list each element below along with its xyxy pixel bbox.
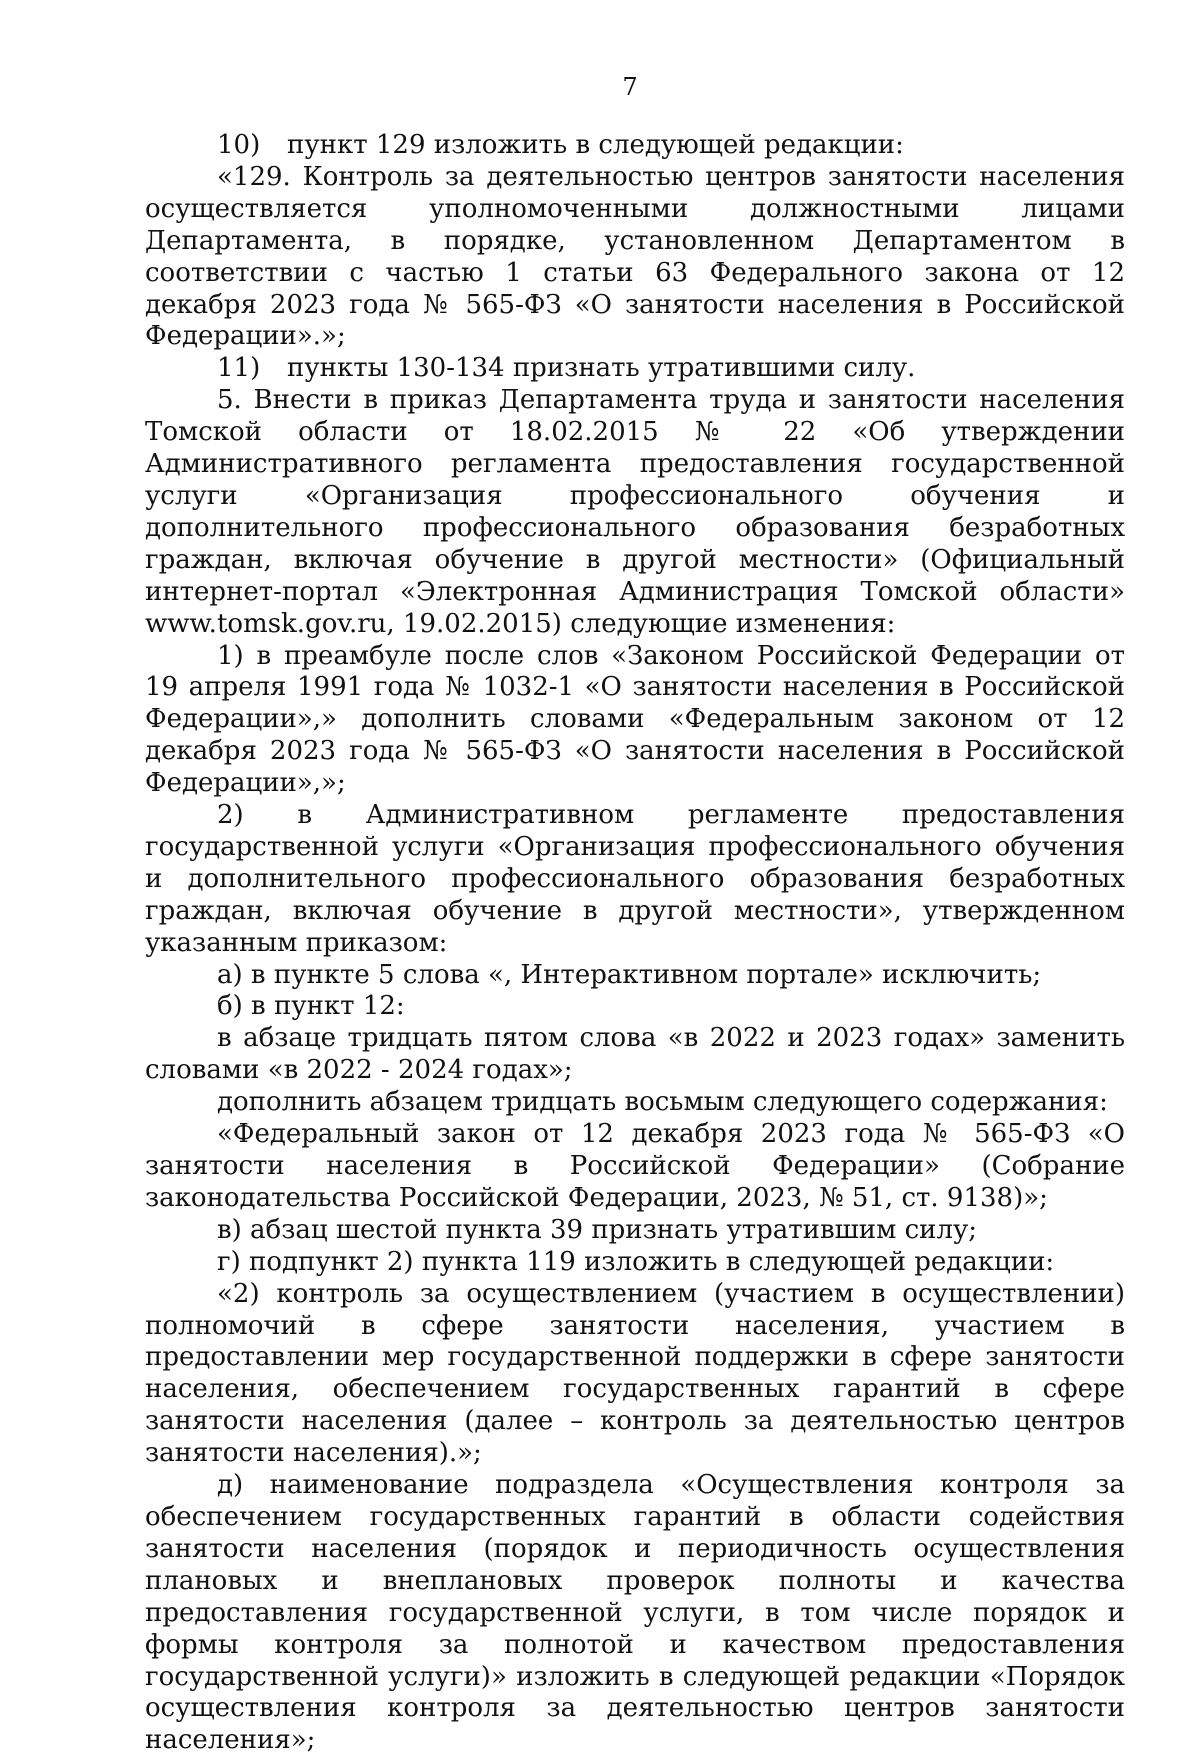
- paragraph-sub-b: б) в пункт 12:: [217, 991, 405, 1022]
- paragraph-item-11: [145, 353, 1125, 385]
- paragraph-sub-d: д) наименование подраздела «Осуществления контроля за обеспечением государственных гарантий в области содействия занятости населения (порядок и периодичность осуществления плановых и внеплановых проверок полноты и качества предоставления государственной услуги, в том числе порядок и формы контроля за полнотой и качеством предоставления государственной услуги)» изложить в следующей редакции «Порядок осуществления контроля за деятельностью центров занятости населения»;: [145, 1470, 1125, 1756]
- paragraph-abzac-38: дополнить абзацем тридцать восьмым следующего содержания:: [217, 1087, 1108, 1118]
- page-number: 7: [622, 73, 638, 101]
- paragraph-item-10: [145, 130, 1125, 162]
- paragraph-quoted-129: «129. Контроль за деятельностью центров занятости населения осуществляется уполномоченными должностными лицами Департамента, в порядке, установленном Департаментом в соответствии с частью 1 статьи 63 Федерального закона от 12 декабря 2023 года № 565-ФЗ «О занятости населения в Российской Федерации».»;: [145, 161, 1125, 352]
- document-body: [145, 130, 1125, 1757]
- paragraph-abzac-35: в абзаце тридцать пятом слова «в 2022 и 2023 годах» заменить словами «в 2022 - 2024 годах»;: [145, 1023, 1125, 1086]
- item-number: 11): [217, 353, 261, 384]
- paragraph-sub-1: 1) в преамбуле после слов «Законом Российской Федерации от 19 апреля 1991 года № 1032-1 «О занятости населения в Российской Федерации»,» дополнить словами «Федеральным законом от 12 декабря 2023 года № 565-ФЗ «О занятости населения в Российской Федерации»,»;: [145, 640, 1125, 799]
- paragraph-quoted-law: «Федеральный закон от 12 декабря 2023 года № 565-ФЗ «О занятости населения в Российской Федерации» (Собрание законодательства Российской Федерации, 2023, № 51, ст. 9138)»;: [145, 1119, 1125, 1213]
- paragraph-quoted-2: «2) контроль за осуществлением (участием в осуществлении) полномочий в сфере занятости населения, участием в предоставлении мер государственной поддержки в сфере занятости населения, обеспечением государственных гарантий в сфере занятости населения (далее – контроль за деятельностью центров занятости населения).»;: [145, 1278, 1125, 1469]
- paragraph-sub-v: в) абзац шестой пункта 39 признать утратившим силу;: [217, 1214, 978, 1245]
- paragraph-text: пункт 129 изложить в следующей редакции:: [287, 130, 904, 160]
- item-number: 10): [217, 130, 261, 160]
- paragraph-text: пункты 130-134 признать утратившими силу.: [287, 353, 916, 384]
- paragraph-sub-g: г) подпункт 2) пункта 119 изложить в следующей редакции:: [217, 1246, 1055, 1277]
- paragraph-sub-2: 2) в Административном регламенте предоставления государственной услуги «Организация профессионального обучения и дополнительного профессионального образования безработных граждан, включая обучение в другой местности», утвержденном указанным приказом:: [145, 800, 1125, 958]
- paragraph-sub-a: а) в пункте 5 слова «, Интерактивном портале» исключить;: [217, 959, 1042, 990]
- paragraph-section-5: 5. Внести в приказ Департамента труда и занятости населения Томской области от 18.02.2015 № 22 «Об утверждении Административного регламента предоставления государственной услуги «Организация профессионального обучения и дополнительного профессионального образования безработных граждан, включая обучение в другой местности» (Официальный интернет-портал «Электронная Администрация Томской области» www.tomsk.gov.ru, 19.02.2015) следующие изменения:: [145, 385, 1125, 639]
